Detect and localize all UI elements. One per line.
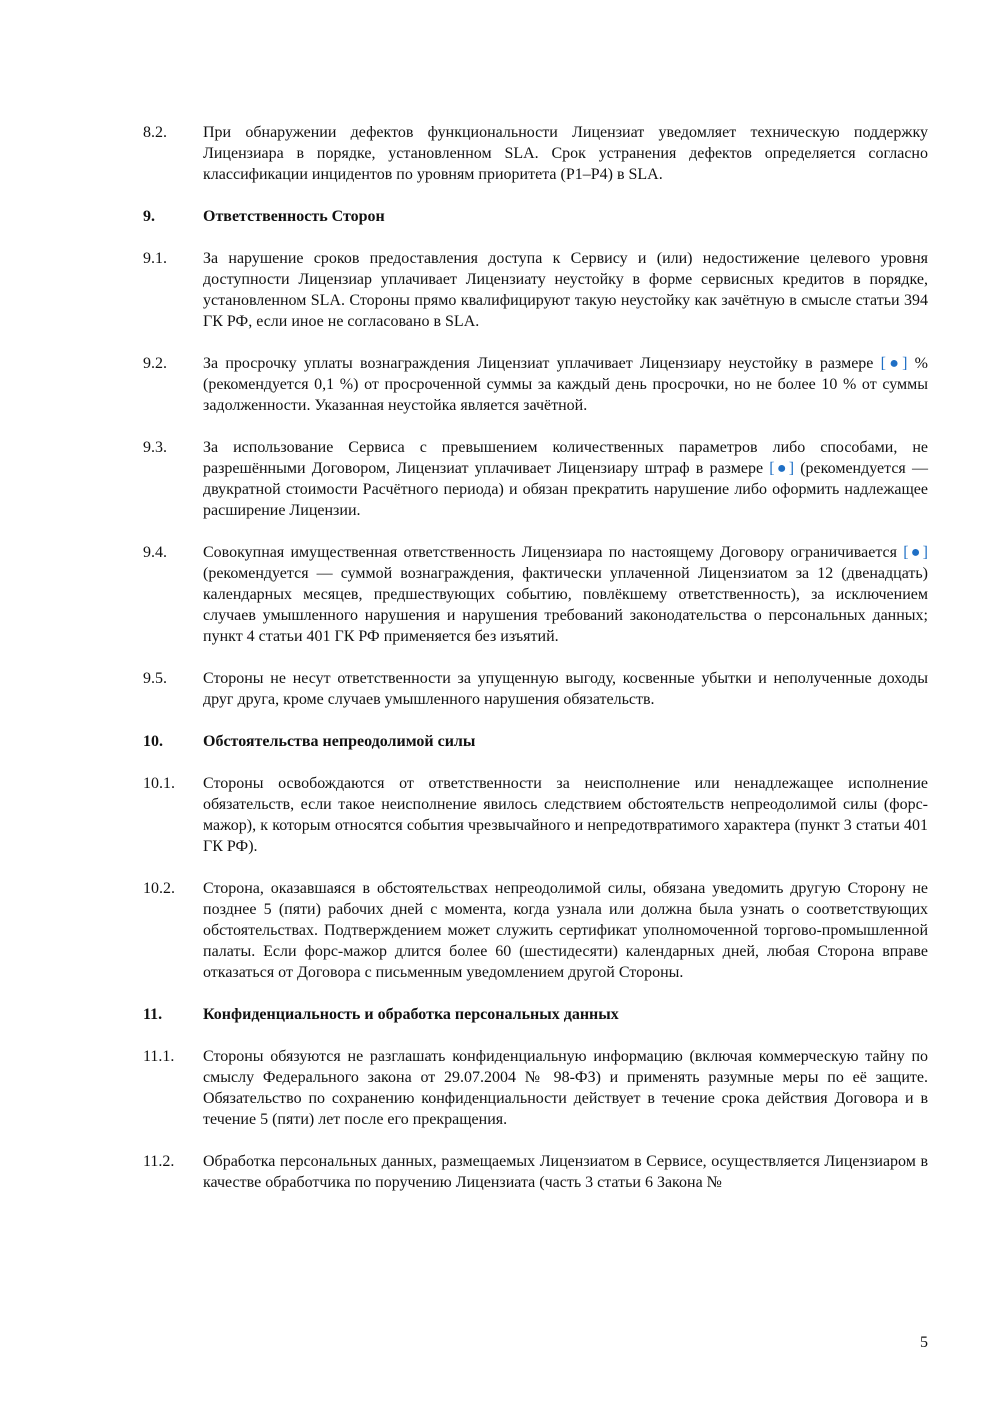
clause-text: При обнаружении дефектов функциональности Лицензиат уведомляет техническую поддержку Лицензиара в порядке, установленном SLA. Срок устранения дефектов определяется согласно классификации инцидентов по уровням приоритета (P1–P4) в SLA.: [203, 124, 928, 183]
clause-text-part: (рекомендуется — двукратной стоимости Расчётного периода) и обязан прекратить нарушение либо оформить надлежащее расширение Лицензии.: [203, 460, 928, 519]
clause-number: 9.1.: [143, 250, 167, 267]
clause-text: Стороны освобождаются от ответственности за неисполнение или ненадлежащее исполнение обязательств, если такое неисполнение явилось следствием обстоятельств непреодолимой силы (форс-мажор), к которым относятся события чрезвычайного и непредотвратимого характера (пункт 3 статьи 401 ГК РФ).: [203, 775, 928, 855]
placeholder-mark: [●]: [769, 460, 795, 477]
clause-text: Обработка персональных данных, размещаемых Лицензиатом в Сервисе, осуществляется Лицензиаром в качестве обработчика по поручению Лицензиата (часть 3 статьи 6 Закона №: [203, 1153, 928, 1191]
clause-number: 9.2.: [143, 355, 167, 372]
section-title: Обстоятельства непреодолимой силы: [203, 733, 476, 750]
clause-text-part: (рекомендуется — суммой вознаграждения, фактически уплаченной Лицензиатом за 12 (двенадцать) календарных месяцев, предшествующих событию, повлёкшему ответственность), за исключением случаев умышленного нарушения и нарушения требований законодательства о персональных данных; пункт 4 статьи 401 ГК РФ применяется без изъятий.: [203, 565, 928, 645]
clause-9-5: [143, 668, 928, 710]
section-number: 11.: [143, 1006, 163, 1023]
clause-number: 9.4.: [143, 544, 167, 561]
placeholder-mark: [●]: [880, 355, 908, 372]
clause-number: 11.1.: [143, 1048, 175, 1065]
clause-number: 8.2.: [143, 124, 167, 141]
section-title: Ответственность Сторон: [203, 208, 385, 225]
section-number: 9.: [143, 208, 155, 225]
clause-text-part: За использование Сервиса с превышением количественных параметров либо способами, не разрешёнными Договором, Лицензиат уплачивает Лицензиару штраф в размере: [203, 439, 928, 477]
clause-text: [203, 437, 928, 521]
clause-10-1: [143, 773, 928, 857]
clause-9-3: [143, 437, 928, 521]
section-title: Конфиденциальность и обработка персональных данных: [203, 1006, 619, 1023]
clause-11-2: [143, 1151, 928, 1193]
clause-text: За нарушение сроков предоставления доступа к Сервису и (или) недостижение целевого уровня доступности Лицензиар уплачивает Лицензиату неустойку в форме сервисных кредитов в порядке, установленном SLA. Стороны прямо квалифицируют такую неустойку как зачётную в смысле статьи 394 ГК РФ, если иное не согласовано в SLA.: [203, 250, 928, 330]
clause-number: 10.1.: [143, 775, 175, 792]
clause-text-part: За просрочку уплаты вознаграждения Лицензиат уплачивает Лицензиару неустойку в размере: [203, 355, 881, 372]
page-number: 5: [920, 1334, 928, 1351]
clause-text: [203, 542, 928, 647]
clause-8-2: [143, 122, 928, 185]
clause-10-2: [143, 878, 928, 983]
clause-9-1: [143, 248, 928, 332]
clause-number: 10.2.: [143, 880, 175, 897]
clause-number: 9.3.: [143, 439, 167, 456]
clause-text-part: % (рекомендуется 0,1 %) от просроченной суммы за каждый день просрочки, но не более 10 % от суммы задолженности. Указанная неустойка является зачётной.: [203, 355, 928, 414]
clause-text: Стороны не несут ответственности за упущенную выгоду, косвенные убытки и неполученные доходы друг друга, кроме случаев умышленного нарушения обязательств.: [203, 670, 928, 708]
clause-9-4: [143, 542, 928, 647]
placeholder-mark: [●]: [903, 544, 928, 561]
clause-11-1: [143, 1046, 928, 1130]
clause-number: 9.5.: [143, 670, 167, 687]
section-heading-10: [143, 731, 928, 752]
clause-9-2: [143, 353, 928, 416]
clause-text: Сторона, оказавшаяся в обстоятельствах непреодолимой силы, обязана уведомить другую Сторону не позднее 5 (пяти) рабочих дней с момента, когда узнала или должна была узнать о соответствующих обстоятельствах. Подтверждением может служить сертификат уполномоченной торгово-промышленной палаты. Если форс-мажор длится более 60 (шестидесяти) календарных дней, любая Сторона вправе отказаться от Договора с письменным уведомлением другой Стороны.: [203, 880, 928, 981]
clause-text: [203, 353, 928, 416]
clause-text-part: Совокупная имущественная ответственность Лицензиара по настоящему Договору ограничивается: [203, 544, 904, 561]
document-body: [143, 122, 928, 1214]
clause-number: 11.2.: [143, 1153, 175, 1170]
clause-text: Стороны обязуются не разглашать конфиденциальную информацию (включая коммерческую тайну по смыслу Федерального закона от 29.07.2004 № 98-ФЗ) и применять разумные меры по её защите. Обязательство по сохранению конфиденциальности действует в течение срока действия Договора и в течение 5 (пяти) лет после его прекращения.: [203, 1048, 928, 1128]
section-heading-11: [143, 1004, 928, 1025]
section-number: 10.: [143, 733, 163, 750]
section-heading-9: [143, 206, 928, 227]
